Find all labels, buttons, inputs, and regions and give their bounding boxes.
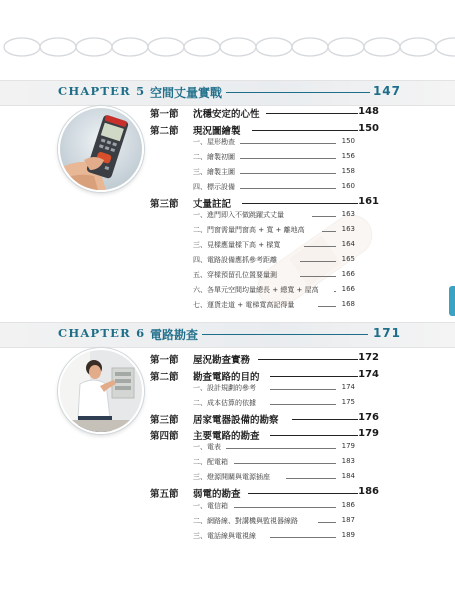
chapter-page-number: 147 (372, 84, 401, 98)
section-title: 勘查電路的目的 (193, 372, 260, 383)
chapter-label: CHAPTER 5 (58, 84, 146, 98)
leader-line (270, 376, 358, 377)
subsection-page: 158 (341, 167, 355, 175)
leader-line (270, 537, 336, 538)
subsection-page: 175 (341, 398, 355, 406)
section-title: 弱電的勘查 (193, 489, 241, 500)
chapter-leader-line (202, 334, 368, 335)
subsection-page: 163 (341, 210, 355, 218)
leader-line (226, 448, 336, 449)
subsection-title: 六、各單元空間均量總長 + 總寬 + 屋高 (193, 286, 319, 294)
toc-subsection[interactable] (0, 208, 455, 223)
section-number: 第五節 (150, 489, 179, 500)
toc-subsection[interactable] (0, 223, 455, 238)
toc-subsection[interactable] (0, 529, 455, 544)
toc-subsection[interactable] (0, 135, 455, 150)
toc-section[interactable] (0, 104, 455, 122)
chapter-6-header (0, 322, 455, 346)
section-number: 第三節 (150, 199, 179, 210)
subsection-title: 四、電路設備應抓參考距離 (193, 256, 277, 264)
subsection-title: 三、繪製主圖 (193, 168, 235, 176)
leader-line (258, 359, 358, 360)
subsection-title: 七、運貨走道 + 電梯寬高記得量 (193, 301, 295, 309)
chapter-leader-line (226, 92, 370, 93)
subsection-title: 二、門窗需量門窗高 + 寬 + 離地高 (193, 226, 305, 234)
toc-subsection[interactable] (0, 180, 455, 195)
leader-line (270, 389, 336, 390)
toc-subsection[interactable] (0, 298, 455, 313)
leader-line (300, 276, 336, 277)
subsection-title: 三、見樑應量樑下高 + 樑寬 (193, 241, 281, 249)
subsection-page: 163 (341, 225, 355, 233)
toc-subsection[interactable] (0, 470, 455, 485)
leader-line (318, 306, 336, 307)
subsection-page: 168 (341, 300, 355, 308)
section-number: 第二節 (150, 126, 179, 137)
subsection-title: 二、成本估算的依據 (193, 399, 256, 407)
section-title: 現況圖繪製 (193, 126, 241, 137)
subsection-title: 四、標示設備 (193, 183, 235, 191)
subsection-page: 150 (341, 137, 355, 145)
section-number: 第二節 (150, 372, 179, 383)
subsection-page: 160 (341, 182, 355, 190)
leader-line (292, 419, 358, 420)
leader-line (322, 231, 336, 232)
chapter-title: 電路勘查 (150, 328, 199, 342)
section-number: 第一節 (150, 355, 179, 366)
toc-subsection[interactable] (0, 150, 455, 165)
section-page: 186 (358, 486, 379, 497)
toc-subsection[interactable] (0, 253, 455, 268)
toc-subsection[interactable] (0, 238, 455, 253)
leader-line (270, 404, 336, 405)
section-page: 150 (358, 123, 379, 134)
section-title: 居家電器設備的勘察 (193, 415, 279, 426)
toc-subsection[interactable] (0, 514, 455, 529)
leader-line (286, 478, 336, 479)
section-title: 沈穩安定的心性 (193, 109, 260, 120)
leader-line (248, 493, 358, 494)
leader-line (252, 130, 358, 131)
leader-line (234, 463, 336, 464)
subsection-page: 156 (341, 152, 355, 160)
leader-line (234, 507, 336, 508)
section-title: 主要電路的勘查 (193, 431, 260, 442)
subsection-title: 一、進門即入不做跳躍式丈量 (193, 211, 284, 219)
leader-line (266, 113, 358, 114)
toc-subsection[interactable] (0, 283, 455, 298)
section-page: 174 (358, 369, 379, 380)
subsection-page: 184 (341, 472, 355, 480)
subsection-page: 179 (341, 442, 355, 450)
subsection-title: 一、設計規劃的參考 (193, 384, 256, 392)
subsection-page: 164 (341, 240, 355, 248)
subsection-title: 一、電表 (193, 443, 221, 451)
toc-subsection[interactable] (0, 455, 455, 470)
subsection-page: 165 (341, 255, 355, 263)
subsection-title: 二、配電箱 (193, 458, 228, 466)
section-page: 179 (358, 428, 379, 439)
subsection-title: 二、繪製初圖 (193, 153, 235, 161)
chapter-edge-tab (449, 286, 455, 316)
section-title: 屋況勘查實務 (193, 355, 251, 366)
toc-subsection[interactable] (0, 165, 455, 180)
leader-line (240, 143, 336, 144)
section-page: 148 (358, 106, 379, 117)
subsection-title: 一、電信箱 (193, 502, 228, 510)
subsection-page: 166 (341, 285, 355, 293)
leader-line (334, 291, 336, 292)
leader-line (300, 261, 336, 262)
leader-line (304, 246, 336, 247)
chapter-title: 空間丈量實戰 (150, 86, 223, 100)
subsection-title: 五、穿樑預留孔位置要量測 (193, 271, 277, 279)
leader-line (242, 203, 358, 204)
leader-line (240, 173, 336, 174)
subsection-page: 189 (341, 531, 355, 539)
subsection-title: 二、網路線、對講機與監視器線路 (193, 517, 298, 525)
leader-line (240, 188, 336, 189)
leader-line (270, 435, 358, 436)
section-title: 丈量註記 (193, 199, 232, 210)
leader-line (240, 158, 336, 159)
toc-subsection[interactable] (0, 499, 455, 514)
ring-pattern-decoration (0, 34, 455, 60)
toc-subsection[interactable] (0, 381, 455, 396)
chapter-page-number: 171 (372, 326, 401, 340)
subsection-page: 174 (341, 383, 355, 391)
subsection-title: 三、電話線與電視線 (193, 532, 256, 540)
leader-line (312, 216, 336, 217)
subsection-page: 186 (341, 501, 355, 509)
section-number: 第一節 (150, 109, 179, 120)
chapter-label: CHAPTER 6 (58, 326, 146, 340)
subsection-page: 187 (341, 516, 355, 524)
toc-section[interactable] (0, 350, 455, 368)
toc-subsection[interactable] (0, 440, 455, 455)
toc-subsection[interactable] (0, 268, 455, 283)
section-page: 172 (358, 352, 379, 363)
subsection-title: 一、屋形勘查 (193, 138, 235, 146)
leader-line (318, 522, 336, 523)
toc-subsection[interactable] (0, 396, 455, 411)
subsection-page: 166 (341, 270, 355, 278)
subsection-page: 183 (341, 457, 355, 465)
subsection-title: 三、燈源開關與電源插座 (193, 473, 270, 481)
section-page: 176 (358, 412, 379, 423)
section-number: 第四節 (150, 431, 179, 442)
section-number: 第三節 (150, 415, 179, 426)
section-page: 161 (358, 196, 379, 207)
chapter-5-header (0, 80, 455, 104)
